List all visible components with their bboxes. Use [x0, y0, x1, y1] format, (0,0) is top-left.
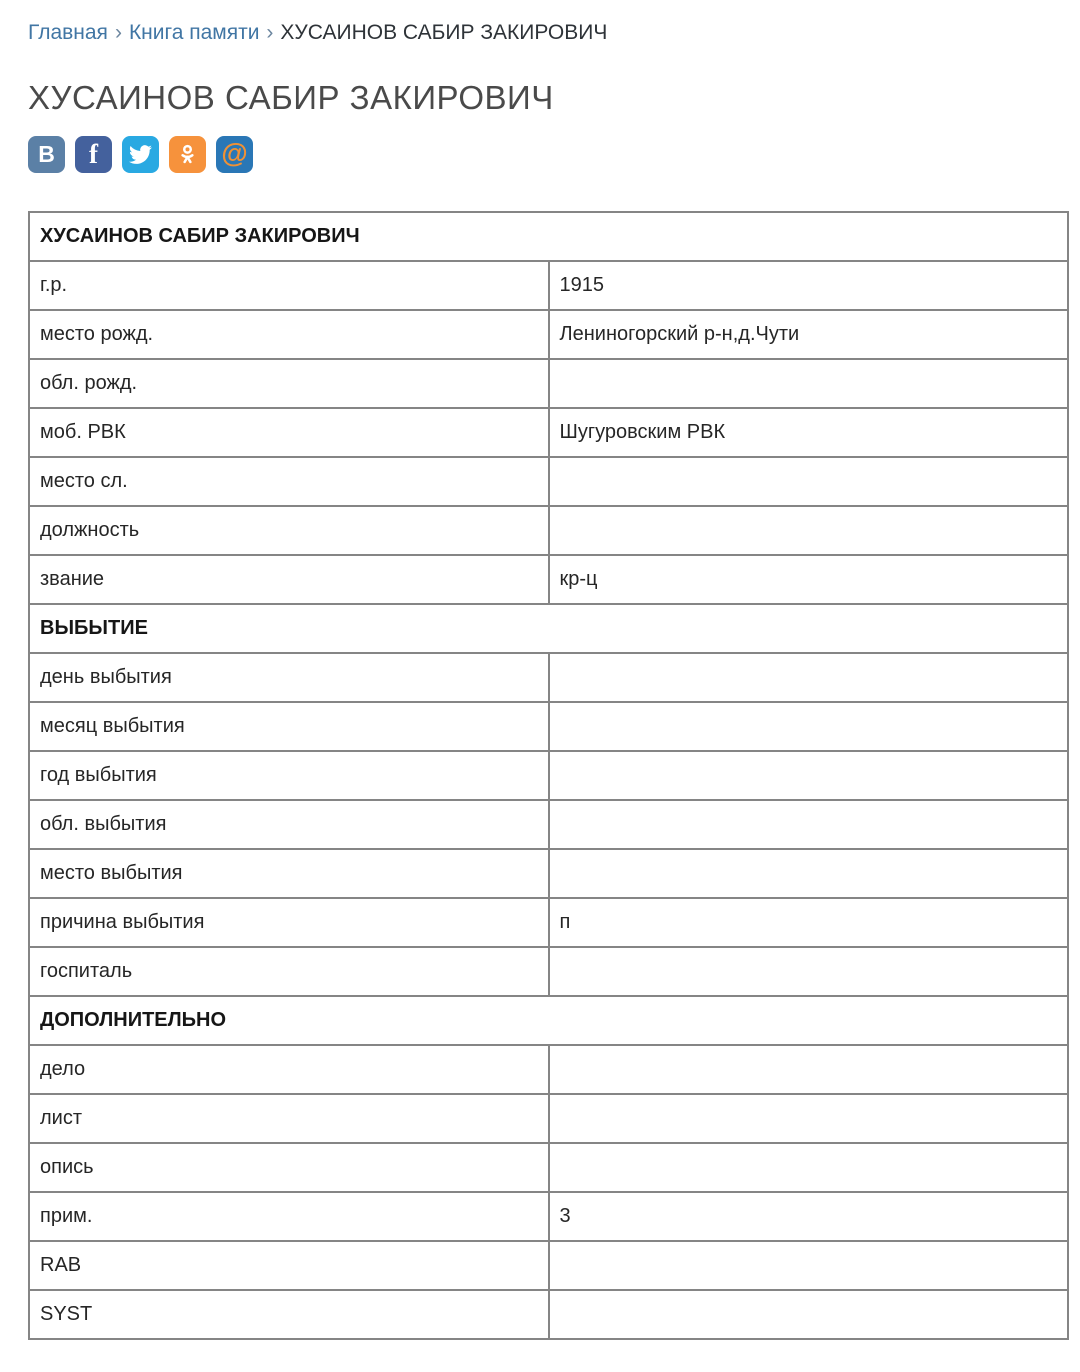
page-title: ХУСАИНОВ САБИР ЗАКИРОВИЧ	[28, 79, 554, 117]
field-label: обл. рожд.	[29, 359, 549, 408]
field-value	[549, 947, 1069, 996]
section-header: ВЫБЫТИЕ	[29, 604, 1068, 653]
field-label: должность	[29, 506, 549, 555]
share-odnoklassniki-button[interactable]	[169, 136, 206, 173]
table-row	[29, 457, 1068, 506]
mailru-at-icon: @	[221, 138, 248, 169]
table-row	[29, 261, 1068, 310]
record-table	[28, 211, 1069, 1340]
table-row	[29, 800, 1068, 849]
field-value	[549, 359, 1069, 408]
field-value: Лениногорский р-н,д.Чути	[549, 310, 1069, 359]
record-table-body	[29, 212, 1068, 1339]
field-label: госпиталь	[29, 947, 549, 996]
share-vk-button[interactable]	[28, 136, 65, 173]
table-row	[29, 849, 1068, 898]
field-label: место выбытия	[29, 849, 549, 898]
field-label: место сл.	[29, 457, 549, 506]
breadcrumb-link-home[interactable]: Главная	[28, 21, 108, 44]
field-label: месяц выбытия	[29, 702, 549, 751]
breadcrumb-separator: ›	[266, 21, 274, 44]
section-header-row	[29, 604, 1068, 653]
table-row	[29, 1192, 1068, 1241]
field-value	[549, 1241, 1069, 1290]
field-label: день выбытия	[29, 653, 549, 702]
field-value	[549, 1094, 1069, 1143]
breadcrumb-current: ХУСАИНОВ САБИР ЗАКИРОВИЧ	[280, 21, 608, 44]
share-mailru-button[interactable]	[216, 136, 253, 173]
table-row	[29, 1290, 1068, 1339]
odnoklassniki-icon	[176, 143, 199, 166]
section-header: ХУСАИНОВ САБИР ЗАКИРОВИЧ	[29, 212, 1068, 261]
field-label: RAB	[29, 1241, 549, 1290]
field-label: причина выбытия	[29, 898, 549, 947]
field-label: обл. выбытия	[29, 800, 549, 849]
table-row	[29, 310, 1068, 359]
field-value: 3	[549, 1192, 1069, 1241]
table-row	[29, 947, 1068, 996]
field-label: год выбытия	[29, 751, 549, 800]
field-value	[549, 1045, 1069, 1094]
field-value	[549, 800, 1069, 849]
section-header: ДОПОЛНИТЕЛЬНО	[29, 996, 1068, 1045]
table-row	[29, 1241, 1068, 1290]
table-row	[29, 506, 1068, 555]
breadcrumb-separator: ›	[114, 21, 122, 44]
field-label: прим.	[29, 1192, 549, 1241]
share-buttons	[28, 136, 1070, 173]
breadcrumb-link-memory-book[interactable]: Книга памяти	[128, 21, 260, 44]
share-facebook-button[interactable]	[75, 136, 112, 173]
field-value: п	[549, 898, 1069, 947]
table-row	[29, 555, 1068, 604]
table-row	[29, 702, 1068, 751]
field-label: опись	[29, 1143, 549, 1192]
facebook-icon: f	[89, 139, 98, 170]
field-value: Шугуровским РВК	[549, 408, 1069, 457]
table-row	[29, 1143, 1068, 1192]
table-row	[29, 1045, 1068, 1094]
table-row	[29, 1094, 1068, 1143]
section-header-row	[29, 996, 1068, 1045]
field-label: SYST	[29, 1290, 549, 1339]
field-value: 1915	[549, 261, 1069, 310]
table-row	[29, 898, 1068, 947]
field-label: дело	[29, 1045, 549, 1094]
field-value: кр-ц	[549, 555, 1069, 604]
field-value	[549, 1143, 1069, 1192]
field-value	[549, 1290, 1069, 1339]
table-row	[29, 408, 1068, 457]
field-value	[549, 506, 1069, 555]
breadcrumb	[28, 20, 1070, 45]
field-label: место рожд.	[29, 310, 549, 359]
field-label: лист	[29, 1094, 549, 1143]
table-row	[29, 653, 1068, 702]
section-header-row	[29, 212, 1068, 261]
table-row	[29, 751, 1068, 800]
table-row	[29, 359, 1068, 408]
field-value	[549, 702, 1069, 751]
share-twitter-button[interactable]	[122, 136, 159, 173]
field-label: г.р.	[29, 261, 549, 310]
field-value	[549, 751, 1069, 800]
field-value	[549, 457, 1069, 506]
vk-icon: В	[38, 141, 55, 168]
twitter-bird-icon	[129, 143, 152, 166]
field-label: моб. РВК	[29, 408, 549, 457]
field-value	[549, 849, 1069, 898]
field-label: звание	[29, 555, 549, 604]
field-value	[549, 653, 1069, 702]
